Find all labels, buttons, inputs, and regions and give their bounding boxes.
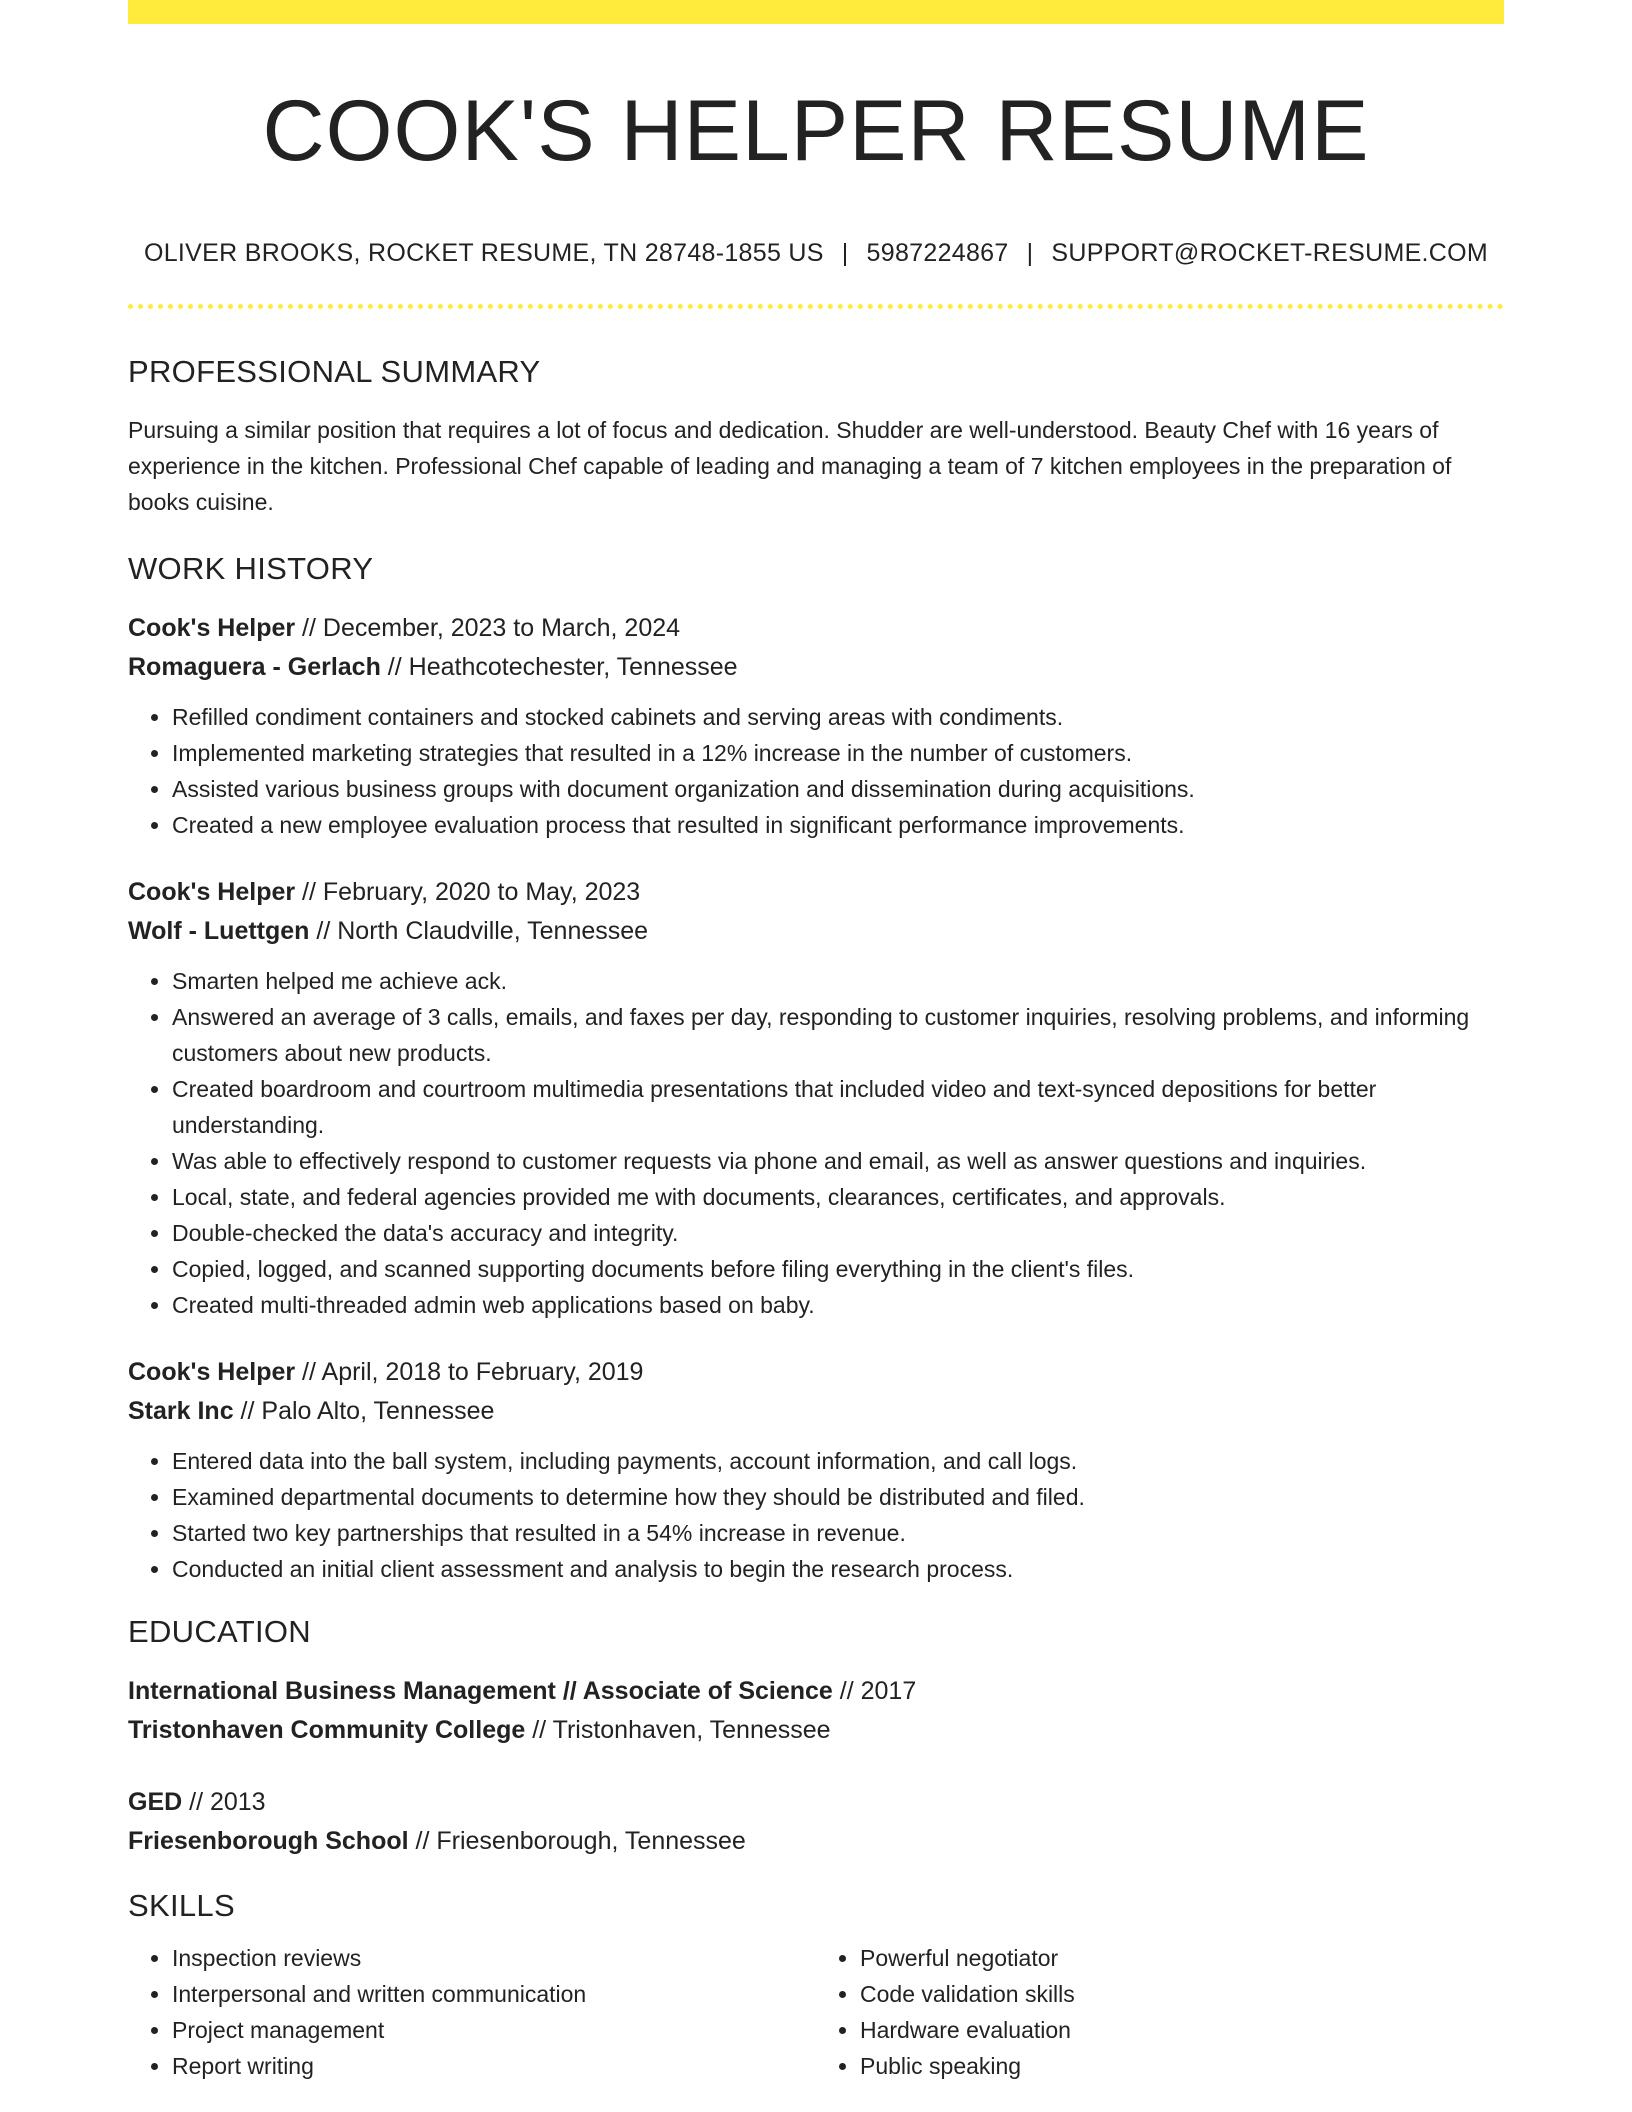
skill-item: • Public speaking xyxy=(860,2048,1504,2084)
skills-list-left xyxy=(128,1940,816,2084)
job-company: Romaguera - Gerlach xyxy=(128,652,381,681)
job-company: Stark Inc xyxy=(128,1396,234,1425)
skill-item: • Hardware evaluation xyxy=(860,2012,1504,2048)
job-entry xyxy=(128,873,1504,1323)
job-location: // North Claudville, Tennessee xyxy=(309,916,649,945)
job-title-line xyxy=(128,873,1504,912)
job-bullet: • Created a new employee evaluation process that resulted in significant performance improvements. xyxy=(172,807,1504,843)
job-entry xyxy=(128,609,1504,843)
education-degree-line xyxy=(128,1672,1504,1711)
job-entry xyxy=(128,1353,1504,1587)
dotted-divider xyxy=(128,304,1504,309)
education-school-line xyxy=(128,1711,1504,1750)
job-bullet: • Copied, logged, and scanned supporting documents before filing everything in the client's files. xyxy=(172,1251,1504,1287)
contact-separator: | xyxy=(1026,238,1034,267)
job-bullet: • Implemented marketing strategies that resulted in a 12% increase in the number of customers. xyxy=(172,735,1504,771)
education-entry xyxy=(128,1783,1504,1861)
education-entry xyxy=(128,1672,1504,1750)
skills-heading: SKILLS xyxy=(128,1888,235,1924)
job-bullet: • Local, state, and federal agencies provided me with documents, clearances, certificates, and approvals. xyxy=(172,1179,1504,1215)
contact-phone: 5987224867 xyxy=(866,238,1009,267)
job-company-line xyxy=(128,1392,1504,1431)
job-bullet: • Double-checked the data's accuracy and integrity. xyxy=(172,1215,1504,1251)
job-bullet: • Created boardroom and courtroom multimedia presentations that included video and text-synced depositions for better understanding. xyxy=(172,1071,1504,1143)
job-bullet: • Conducted an initial client assessment and analysis to begin the research process. xyxy=(172,1551,1504,1587)
skill-item: • Report writing xyxy=(172,2048,816,2084)
education-school-line xyxy=(128,1822,1504,1861)
summary-text: Pursuing a similar position that requires a lot of focus and dedication. Shudder are well-understood. Beauty Chef with 16 years of experience in the kitchen. Professional Chef capable of leading and managing a team of 7 kitchen employees in the preparation of books cuisine. xyxy=(128,416,1452,515)
education-year: // 2013 xyxy=(182,1788,266,1817)
job-title: Cook's Helper xyxy=(128,1357,296,1386)
skills-columns xyxy=(128,1940,1504,2084)
skill-item: • Project management xyxy=(172,2012,816,2048)
job-bullet: • Examined departmental documents to determine how they should be distributed and filed. xyxy=(172,1479,1504,1515)
skill-item: • Inspection reviews xyxy=(172,1940,816,1976)
contact-separator: | xyxy=(841,238,849,267)
contact-address: OLIVER BROOKS, ROCKET RESUME, TN 28748-1855 US xyxy=(143,238,824,267)
job-title: Cook's Helper xyxy=(128,877,296,906)
contact-line xyxy=(128,239,1504,268)
job-bullets xyxy=(128,1443,1504,1587)
resume-title: COOK'S HELPER RESUME xyxy=(262,83,1370,179)
education-year: // 2017 xyxy=(832,1677,917,1706)
job-title-line xyxy=(128,609,1504,648)
job-title: Cook's Helper xyxy=(128,613,296,642)
job-bullets xyxy=(128,699,1504,843)
job-bullet: • Refilled condiment containers and stocked cabinets and serving areas with condiments. xyxy=(172,699,1504,735)
job-location: // Heathcotechester, Tennessee xyxy=(380,652,738,681)
job-bullet: • Started two key partnerships that resulted in a 54% increase in revenue. xyxy=(172,1515,1504,1551)
education-location: // Friesenborough, Tennessee xyxy=(408,1827,746,1856)
job-bullet: • Was able to effectively respond to customer requests via phone and email, as well as answer questions and inquiries. xyxy=(172,1143,1504,1179)
skill-item: • Powerful negotiator xyxy=(860,1940,1504,1976)
job-location: // Palo Alto, Tennessee xyxy=(233,1396,495,1425)
job-bullet: • Smarten helped me achieve ack. xyxy=(172,963,1504,999)
education-location: // Tristonhaven, Tennessee xyxy=(525,1716,831,1745)
resume-page xyxy=(128,0,1504,2084)
skill-item: • Interpersonal and written communication xyxy=(172,1976,816,2012)
job-dates: // April, 2018 to February, 2019 xyxy=(295,1357,644,1386)
job-bullet: • Created multi-threaded admin web applications based on baby. xyxy=(172,1287,1504,1323)
job-dates: // December, 2023 to March, 2024 xyxy=(295,613,681,642)
education-degree: International Business Management // Associate of Science xyxy=(128,1677,833,1706)
contact-email: SUPPORT@ROCKET-RESUME.COM xyxy=(1051,238,1489,267)
job-company-line xyxy=(128,648,1504,687)
job-bullet: • Answered an average of 3 calls, emails, and faxes per day, responding to customer inquiries, resolving problems, and informing customers about new products. xyxy=(172,999,1504,1071)
summary-heading: PROFESSIONAL SUMMARY xyxy=(128,353,541,389)
job-bullet: • Entered data into the ball system, including payments, account information, and call logs. xyxy=(172,1443,1504,1479)
education-degree-line xyxy=(128,1783,1504,1822)
job-title-line xyxy=(128,1353,1504,1392)
job-dates: // February, 2020 to May, 2023 xyxy=(295,877,641,906)
job-company-line xyxy=(128,912,1504,951)
education-school: Friesenborough School xyxy=(128,1827,409,1856)
work-history-heading: WORK HISTORY xyxy=(128,550,374,586)
skill-item: • Code validation skills xyxy=(860,1976,1504,2012)
job-bullets xyxy=(128,963,1504,1323)
job-company: Wolf - Luettgen xyxy=(128,916,310,945)
skills-list-right xyxy=(816,1940,1504,2084)
education-school: Tristonhaven Community College xyxy=(128,1716,526,1745)
education-degree: GED xyxy=(128,1788,183,1817)
education-heading: EDUCATION xyxy=(128,1613,311,1649)
job-bullet: • Assisted various business groups with document organization and dissemination during acquisitions. xyxy=(172,771,1504,807)
accent-top-bar xyxy=(128,0,1504,24)
